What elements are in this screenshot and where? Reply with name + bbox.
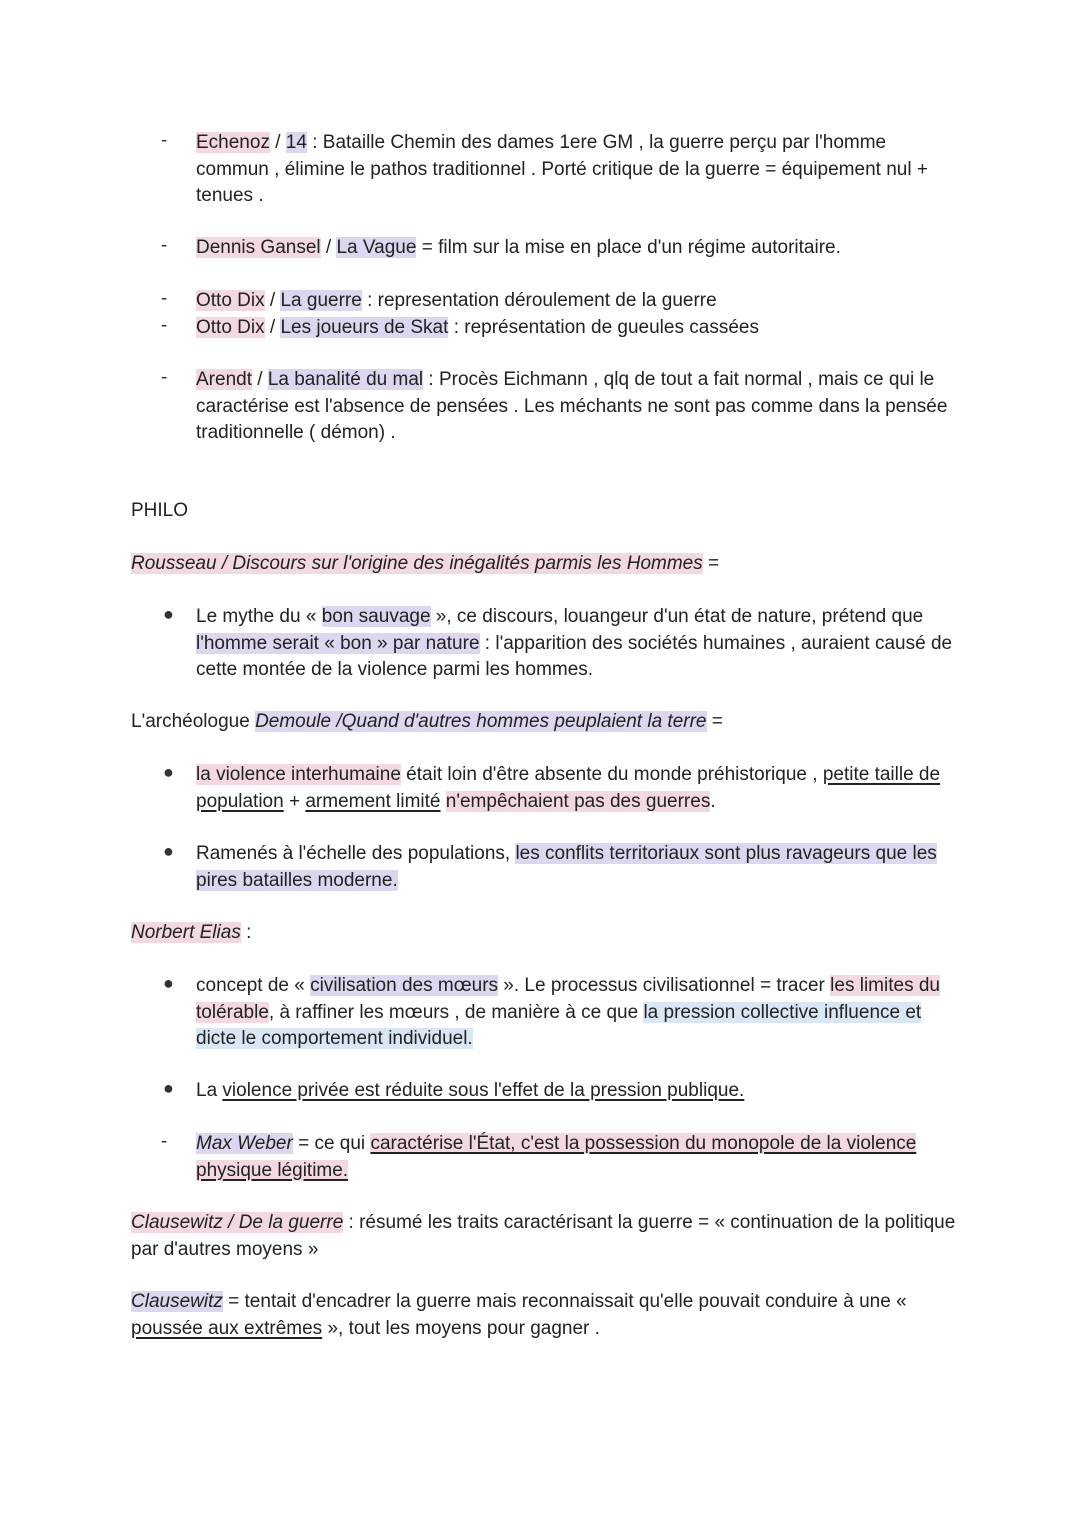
list-dash: - <box>161 235 168 256</box>
highlight: la pression collective influence et dicte le comportement individuel. <box>196 1001 922 1049</box>
reference-title: Norbert Elias <box>131 922 241 943</box>
description: : representation déroulement de la guerre <box>361 290 717 311</box>
work-title: Les joueurs de Skat <box>280 317 449 338</box>
equals: = <box>702 553 720 574</box>
author: Dennis Gansel <box>196 237 321 258</box>
text: concept de « <box>196 975 311 996</box>
underlined-text: violence privée est réduite sous l'effet de la pression publique. <box>222 1080 745 1101</box>
bullet: ● <box>163 841 174 861</box>
text: », tout les moyens pour gagner . <box>322 1317 600 1339</box>
list-item-dix-guerre <box>196 288 956 315</box>
weber-point <box>196 1131 956 1184</box>
text: La <box>196 1080 223 1101</box>
highlight: civilisation des mœurs <box>310 975 499 996</box>
list-item-echenoz <box>196 130 956 210</box>
underlined-highlight: caractérise l'État, c'est la possession du monopole de la violence physique légitime. <box>196 1133 917 1181</box>
text: Ramenés à l'échelle des populations, <box>196 843 516 864</box>
elias-point-2 <box>196 1078 956 1105</box>
author: Arendt <box>196 369 252 390</box>
list-item-dix-skat <box>196 315 956 342</box>
reference-title: Rousseau / Discours sur l'origine des inégalités parmis les Hommes <box>131 553 703 574</box>
work-title: 14 <box>285 132 307 153</box>
rousseau-point <box>196 604 956 684</box>
text: , à raffiner les mœurs , de manière à ce que <box>268 1001 644 1023</box>
author: Otto Dix <box>196 317 265 338</box>
list-dash: - <box>161 130 168 151</box>
bullet: ● <box>163 973 174 993</box>
demoule-point-2 <box>196 841 956 894</box>
text <box>441 791 446 812</box>
description: : Bataille Chemin des dames 1ere GM , la guerre perçu par l'homme commun , élimine le pathos traditionnel . Porté critique de la guerre = équipement nul + tenues . <box>196 132 928 206</box>
list-dash: - <box>161 288 168 309</box>
description: : représentation de gueules cassées <box>448 317 759 338</box>
list-item-gansel <box>196 235 956 262</box>
text: = ce qui <box>292 1133 371 1154</box>
highlight: les limites du tolérable <box>196 975 940 1023</box>
description: : Procès Eichmann , qlq de tout a fait normal , mais ce qui le caractérise est l'absence de pensées . Les méchants ne sont pas comme dans la pensée traditionnelle ( démon) . <box>196 369 948 443</box>
demoule-heading <box>131 709 961 736</box>
author: Clausewitz <box>131 1291 223 1312</box>
text: était loin d'être absente du monde préhistorique , <box>400 764 823 785</box>
text: = tentait d'encadrer la guerre mais reconnaissait qu'elle pouvait conduire à une « <box>222 1291 907 1312</box>
list-dash: - <box>161 367 168 388</box>
separator: / <box>264 317 281 338</box>
text: Le mythe du « <box>196 606 322 627</box>
separator: / <box>264 290 281 311</box>
text: », ce discours, louangeur d'un état de nature, prétend que <box>430 606 924 627</box>
highlight: les conflits territoriaux sont plus ravageurs que les pires batailles moderne. <box>196 843 937 891</box>
reference-title: Clausewitz / De la guerre <box>131 1212 344 1233</box>
author: Echenoz <box>196 132 270 153</box>
highlight: bon sauvage <box>321 606 431 627</box>
text: + <box>283 790 306 812</box>
work-title: La banalité du mal <box>267 369 424 390</box>
bullet: ● <box>163 604 174 624</box>
text: . <box>710 790 716 812</box>
underlined-text: petite taille de population <box>196 764 941 812</box>
reference-title: Demoule /Quand d'autres hommes peuplaient la terre <box>255 711 707 732</box>
highlight: n'empêchaient pas des guerres <box>445 790 711 812</box>
author: Max Weber <box>196 1133 293 1154</box>
clausewitz-point-1 <box>131 1210 961 1263</box>
text: : résumé les traits caractérisant la guerre = « continuation de la politique par d'autres moyens » <box>131 1212 956 1260</box>
rousseau-heading <box>131 551 961 578</box>
separator: / <box>320 237 337 258</box>
separator: / <box>251 369 268 390</box>
list-dash: - <box>161 315 168 336</box>
text: ». Le processus civilisationnel = tracer <box>498 975 831 996</box>
clausewitz-point-2 <box>131 1289 961 1342</box>
work-title: La guerre <box>280 290 362 311</box>
underlined-text: armement limité <box>305 790 441 812</box>
elias-heading <box>131 920 961 947</box>
equals: = <box>706 711 723 732</box>
list-dash: - <box>161 1131 168 1152</box>
demoule-point-1 <box>196 762 956 815</box>
underlined-text: poussée aux extrêmes <box>131 1317 323 1339</box>
description: = film sur la mise en place d'un régime autoritaire. <box>416 237 841 258</box>
bullet: ● <box>163 762 174 782</box>
work-title: La Vague <box>336 237 417 258</box>
highlight: la violence interhumaine <box>196 764 401 785</box>
section-title: PHILO <box>131 500 189 521</box>
list-item-arendt <box>196 367 956 447</box>
bullet: ● <box>163 1078 174 1098</box>
text: : l'apparition des sociétés humaines , auraient causé de cette montée de la violence parmi les hommes. <box>196 632 953 680</box>
separator: / <box>269 132 286 153</box>
elias-point-1 <box>196 973 956 1053</box>
text: L'archéologue <box>131 711 256 732</box>
text: : <box>240 922 252 943</box>
author: Otto Dix <box>196 290 265 311</box>
highlight: l'homme serait « bon » par nature <box>196 632 480 654</box>
